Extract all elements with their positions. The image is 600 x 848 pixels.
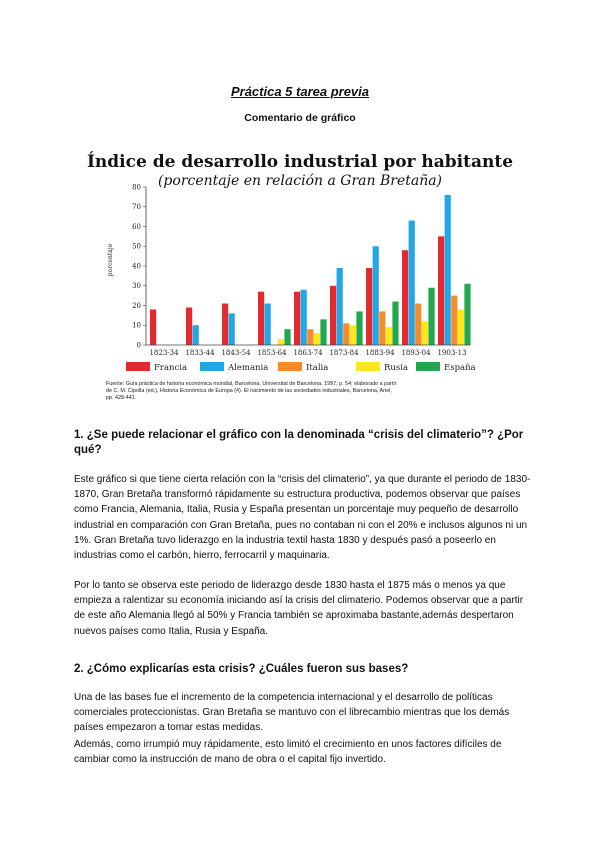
chart-title: Índice de desarrollo industrial por habitante xyxy=(86,152,514,172)
legend-label: España xyxy=(444,363,476,373)
bar-italia-1863-74 xyxy=(307,329,313,345)
y-tick-label: 50 xyxy=(132,242,141,251)
y-tick-label: 30 xyxy=(132,282,141,291)
bar-espana-1863-74 xyxy=(320,319,326,345)
bar-italia-1893-04 xyxy=(415,304,421,345)
bar-alemania-1833-44 xyxy=(193,325,199,345)
document-subtitle: Comentario de gráfico xyxy=(244,112,356,124)
bar-rusia-1873-84 xyxy=(350,325,356,345)
legend-swatch-espana xyxy=(416,362,440,371)
bar-espana-1893-04 xyxy=(428,288,434,345)
bar-rusia-1903-13 xyxy=(458,309,464,345)
bar-alemania-1873-84 xyxy=(337,268,343,345)
bar-alemania-1903-13 xyxy=(445,195,451,345)
bar-francia-1873-84 xyxy=(330,286,336,345)
source-line: de C. M. Cipolla (ed.), Historia Económica de Europa (4). El nacimiento de las sociedades industriales, Barcelona, Ariel, xyxy=(106,388,392,394)
bar-alemania-1853-64 xyxy=(265,304,271,345)
question-1-heading: 1. ¿Se puede relacionar el gráfico con la denominada “crisis del climaterio”? ¿Por qué? xyxy=(74,429,524,456)
y-tick-label: 20 xyxy=(132,301,141,310)
source-line: Fuente: Guía práctica de historia económica mundial, Barcelona, Universitat de Barcelona, 1997, p. 54; elaborado a partir xyxy=(106,381,397,387)
chart-source xyxy=(106,381,406,402)
bar-francia-1883-94 xyxy=(366,268,372,345)
x-tick-label: 1873-84 xyxy=(329,349,359,357)
answer-1-paragraph-1: Este gráfico si que tiene cierta relación con la “crisis del climaterio”, ya que durante el periodo de 1830-1870, Gran Bretaña transformó rápidamente su estructura productiva, podemos observar que países como Francia, Alemania, Italia, Rusia y España presentan un porcentaje muy pequeño de desarrollo industrial en comparación con Gran Bretaña, pues no contaban ni con el 20% e inclusos algunos ni un 1%. Gran Bretaña tuvo liderazgo en la industria textil hasta 1830 y después pasó a poseerlo en industrias como el carbón, hierro, ferrocarril y maquinaria. xyxy=(74,474,531,562)
chart-figure xyxy=(86,145,514,415)
legend-label: Rusia xyxy=(384,363,409,373)
document-title: Práctica 5 tarea previa xyxy=(230,84,370,99)
x-tick-label: 1893-04 xyxy=(401,349,431,357)
bar-alemania-1863-74 xyxy=(301,290,307,345)
answer-1-paragraph-2: Por lo tanto se observa este periodo de liderazgo desde 1830 hasta el 1875 más o menos ya que empieza a ralentizar su economía iniciando así la crisis del climaterio. Podemos observar que a partir de este año Alemania llegó al 50% y Francia también se aproximaba bastante,además despertaron nuevos países como Italia, Rusia y España. xyxy=(74,580,524,637)
bar-espana-1873-84 xyxy=(356,311,362,345)
bar-francia-1863-74 xyxy=(294,292,300,345)
y-axis-label: porcentaje xyxy=(107,243,114,277)
y-tick-label: 60 xyxy=(132,222,141,231)
bar-italia-1883-94 xyxy=(379,311,385,345)
x-tick-label: 1843-54 xyxy=(221,349,251,357)
legend-swatch-italia xyxy=(278,362,302,371)
bar-espana-1903-13 xyxy=(464,284,470,345)
bar-rusia-1893-04 xyxy=(422,321,428,345)
x-tick-label: 1863-74 xyxy=(293,349,323,357)
y-tick-label: 10 xyxy=(132,321,141,330)
legend-swatch-francia xyxy=(126,362,150,371)
legend-label: Francia xyxy=(154,363,188,373)
bar-italia-1873-84 xyxy=(343,323,349,345)
bar-espana-1853-64 xyxy=(284,329,290,345)
bar-francia-1853-64 xyxy=(258,292,264,345)
bar-alemania-1843-54 xyxy=(229,313,235,345)
answer-2-paragraph-2: Además, como irrumpió muy rápidamente, esto limitó el crecimiento en unos factores difíciles de cambiar como la instrucción de mano de obra o el capital fijo invertido. xyxy=(74,739,502,766)
bar-francia-1893-04 xyxy=(402,250,408,345)
chart-subtitle: (porcentaje en relación a Gran Bretaña) xyxy=(157,173,443,189)
bar-espana-1883-94 xyxy=(392,302,398,345)
bar-francia-1903-13 xyxy=(438,236,444,345)
x-tick-label: 1823-34 xyxy=(149,349,179,357)
legend-label: Alemania xyxy=(228,363,269,373)
x-tick-label: 1853-64 xyxy=(257,349,287,357)
answer-2-paragraph-1: Una de las bases fue el incremento de la competencia internacional y el desarrollo de políticas comerciales proteccionistas. Gran Bretaña se mantuvo con el librecambio mientras que los demás países empezaron a tomar estas medidas. xyxy=(74,692,510,734)
bar-francia-1823-34 xyxy=(150,309,156,345)
x-tick-label: 1903-13 xyxy=(437,349,467,357)
bar-alemania-1883-94 xyxy=(373,246,379,345)
source-line: pp. 428-441. xyxy=(106,395,137,401)
y-tick-label: 80 xyxy=(132,183,141,192)
bar-chart xyxy=(86,145,514,377)
legend-swatch-alemania xyxy=(200,362,224,371)
y-tick-label: 0 xyxy=(136,341,141,350)
question-2-heading: 2. ¿Cómo explicarías esta crisis? ¿Cuáles fueron sus bases? xyxy=(74,663,409,675)
bar-rusia-1863-74 xyxy=(314,333,320,345)
bar-italia-1903-13 xyxy=(451,296,457,345)
bar-francia-1833-44 xyxy=(186,307,192,345)
legend-swatch-rusia xyxy=(356,362,380,371)
x-tick-label: 1883-94 xyxy=(365,349,395,357)
bar-francia-1843-54 xyxy=(222,304,228,345)
bar-rusia-1853-64 xyxy=(278,339,284,345)
y-tick-label: 70 xyxy=(132,203,141,212)
bar-rusia-1883-94 xyxy=(386,327,392,345)
legend-label: Italia xyxy=(306,363,329,373)
bar-alemania-1893-04 xyxy=(409,221,415,345)
y-tick-label: 40 xyxy=(132,262,141,271)
x-tick-label: 1833-44 xyxy=(185,349,215,357)
